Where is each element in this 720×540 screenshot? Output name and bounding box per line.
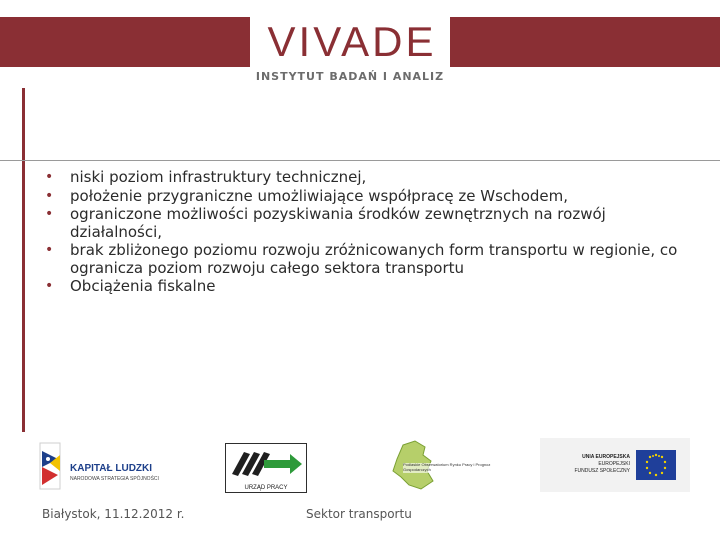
- urzad-pracy-caption: URZĄD PRACY: [244, 485, 288, 491]
- ue-line1: UNIA EUROPEJSKA: [582, 454, 630, 460]
- partner-logos: [0, 435, 720, 495]
- bullet-list: [45, 169, 685, 297]
- urzad-pracy-icon: [226, 444, 306, 482]
- vertical-divider: [22, 88, 25, 432]
- horizontal-divider: [0, 160, 720, 161]
- bullet-item: • Obciążenia fiskalne: [45, 278, 685, 296]
- podlaskie-logo: [385, 437, 505, 493]
- logo-subtitle: INSTYTUT BADAŃ I ANALIZ: [255, 70, 445, 83]
- podlaskie-text: Podlaskie Obserwatorium Rynku Pracy i Prognoz Gospodarczych: [403, 462, 491, 472]
- ue-logo: [540, 438, 690, 492]
- bullet-item: • niski poziom infrastruktury technicznej,: [45, 169, 685, 187]
- kapital-ludzki-name: KAPITAŁ LUDZKI: [70, 463, 153, 474]
- eu-flag-icon: [636, 450, 676, 480]
- ue-line2: EUROPEJSKI: [598, 461, 630, 467]
- bullet-item: • ograniczone możliwości pozyskiwania środków zewnętrznych na rozwój działalności,: [45, 206, 685, 241]
- urzad-pracy-logo: [225, 443, 307, 493]
- bullet-item: • położenie przygraniczne umożliwiające współpracę ze Wschodem,: [45, 188, 685, 206]
- kapital-ludzki-logo: [38, 441, 178, 491]
- footer-title: Sektor transportu: [306, 507, 412, 521]
- bullet-item: • brak zbliżonego poziomu rozwoju zróżnicowanych form transportu w regionie, co ogranicza poziom rozwoju całego sektora transportu: [45, 242, 685, 277]
- kapital-ludzki-sub: NARODOWA STRATEGIA SPÓJNOŚCI: [70, 476, 159, 482]
- ue-line3: FUNDUSZ SPOŁECZNY: [574, 468, 630, 474]
- logo-title: VIVADE: [267, 18, 437, 65]
- footer-date: Białystok, 11.12.2012 r.: [42, 507, 185, 521]
- ue-text: [550, 454, 630, 475]
- kapital-ludzki-icon: [38, 441, 68, 491]
